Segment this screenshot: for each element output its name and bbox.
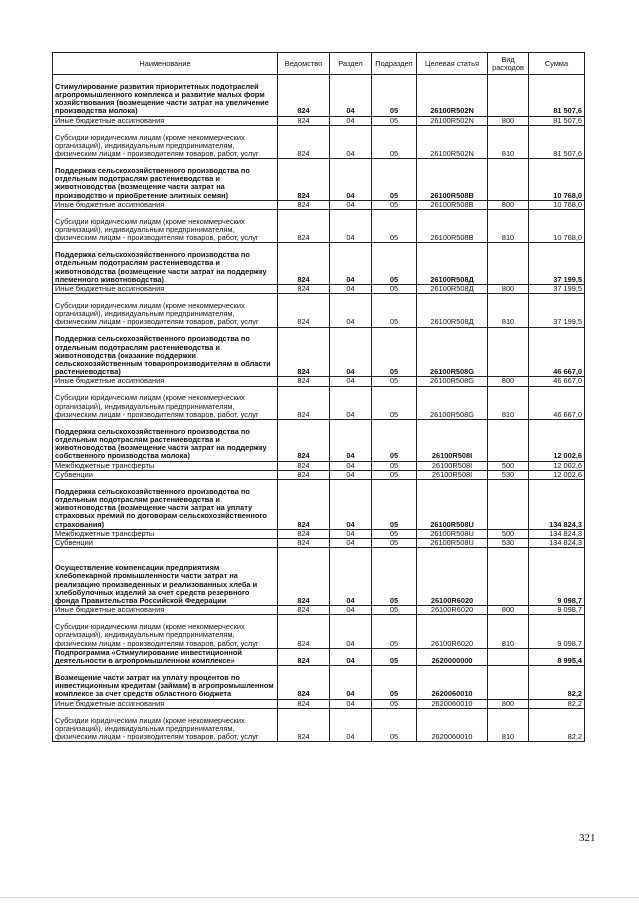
row-dept: 824	[278, 159, 330, 201]
table-row	[53, 125, 585, 158]
row-sum: 134 824,3	[529, 529, 585, 538]
row-name: Субсидии юридическим лицам (кроме некоммерческих организаций), индивидуальным предпринимателям, физическим лицам - производителям товаров, работ, услуг	[53, 209, 278, 242]
table-header-row	[53, 53, 585, 75]
row-name: Стимулирование развития приоритетных подотраслей агропромышленного комплекса и развитие малых форм хозяйствования (возмещение части затрат на увеличение производства молока)	[53, 75, 278, 117]
row-dept: 824	[278, 327, 330, 377]
row-sum: 82,2	[529, 708, 585, 741]
row-subsection: 05	[372, 327, 417, 377]
table-row	[53, 284, 585, 293]
row-name: Субвенции	[53, 470, 278, 479]
row-subsection: 05	[372, 529, 417, 538]
table-row	[53, 708, 585, 741]
scan-edge-line	[0, 897, 639, 898]
row-name: Субвенции	[53, 538, 278, 547]
row-sum: 82,2	[529, 699, 585, 708]
row-subsection: 05	[372, 294, 417, 327]
header-exptype: Вид расходов	[488, 53, 529, 75]
row-exptype: 800	[488, 200, 529, 209]
row-target: 26100R508U	[417, 529, 488, 538]
row-target: 26100R508B	[417, 200, 488, 209]
row-sum: 37 199,5	[529, 243, 585, 285]
row-target: 26100R6020	[417, 548, 488, 606]
row-subsection: 05	[372, 699, 417, 708]
row-subsection: 05	[372, 538, 417, 547]
row-name: Межбюджетные трансферты	[53, 529, 278, 538]
row-name: Иные бюджетные ассигнования	[53, 200, 278, 209]
row-section: 04	[330, 243, 372, 285]
row-name: Поддержка сельскохозяйственного производства по отдельным подотраслям растениеводства и животноводства (оказание поддержки сельскохозяйственным товаропроизводителям в области растениеводства)	[53, 327, 278, 377]
row-dept: 824	[278, 470, 330, 479]
row-exptype: 800	[488, 699, 529, 708]
row-sum: 46 667,0	[529, 386, 585, 419]
row-exptype: 810	[488, 294, 529, 327]
row-dept: 824	[278, 419, 330, 461]
row-exptype: 800	[488, 377, 529, 386]
row-name: Подпрограмма «Стимулирование инвестиционной деятельности в агропромышленном комплексе»	[53, 648, 278, 665]
row-section: 04	[330, 327, 372, 377]
table-row	[53, 479, 585, 529]
row-subsection: 05	[372, 200, 417, 209]
row-section: 04	[330, 615, 372, 648]
table-body	[53, 75, 585, 742]
row-sum: 8 995,4	[529, 648, 585, 665]
row-target: 2620060010	[417, 666, 488, 699]
row-sum: 37 199,5	[529, 284, 585, 293]
row-exptype: 810	[488, 615, 529, 648]
row-sum: 10 768,0	[529, 200, 585, 209]
row-exptype: 810	[488, 125, 529, 158]
row-name: Возмещение части затрат на уплату процентов по инвестиционным кредитам (займам) в агропромышленном комплексе за счет средств областного бюджета	[53, 666, 278, 699]
row-dept: 824	[278, 699, 330, 708]
row-subsection: 05	[372, 209, 417, 242]
row-name: Поддержка сельскохозяйственного производства по отдельным подотраслям растениеводства и животноводства (возмещение части затрат на поддержку собственного производства молока)	[53, 419, 278, 461]
row-exptype: 530	[488, 538, 529, 547]
row-subsection: 05	[372, 125, 417, 158]
row-name: Поддержка сельскохозяйственного производства по отдельным подотраслям растениеводства и животноводства (возмещение части затрат на производство и приобретение элитных семян)	[53, 159, 278, 201]
row-target: 26100R508Д	[417, 243, 488, 285]
table-row	[53, 243, 585, 285]
row-exptype: 800	[488, 606, 529, 615]
row-name: Субсидии юридическим лицам (кроме некоммерческих организаций), индивидуальным предпринимателям, физическим лицам - производителям товаров, работ, услуг	[53, 125, 278, 158]
row-subsection: 05	[372, 615, 417, 648]
table-row	[53, 386, 585, 419]
row-subsection: 05	[372, 377, 417, 386]
row-target: 26100R508U	[417, 538, 488, 547]
table-row	[53, 419, 585, 461]
row-section: 04	[330, 116, 372, 125]
row-name: Поддержка сельскохозяйственного производства по отдельным подотраслям растениеводства и животноводства (возмещение части затрат на поддержку племенного животноводства)	[53, 243, 278, 285]
page-number: 321	[579, 832, 596, 844]
row-subsection: 05	[372, 116, 417, 125]
row-sum: 81 507,6	[529, 125, 585, 158]
row-sum: 82,2	[529, 666, 585, 699]
row-sum: 9 098,7	[529, 548, 585, 606]
row-target: 26100R6020	[417, 606, 488, 615]
row-section: 04	[330, 461, 372, 470]
row-target: 26100R508I	[417, 419, 488, 461]
row-target: 26100R508B	[417, 209, 488, 242]
row-target: 26100R508G	[417, 377, 488, 386]
table-row	[53, 615, 585, 648]
table-row	[53, 529, 585, 538]
row-exptype	[488, 327, 529, 377]
row-sum: 12 002,6	[529, 461, 585, 470]
header-dept: Ведомство	[278, 53, 330, 75]
row-exptype: 810	[488, 708, 529, 741]
row-dept: 824	[278, 284, 330, 293]
row-exptype	[488, 159, 529, 201]
header-sum: Сумма	[529, 53, 585, 75]
row-target: 2620060010	[417, 699, 488, 708]
header-section: Раздел	[330, 53, 372, 75]
header-subsection: Подраздел	[372, 53, 417, 75]
row-section: 04	[330, 200, 372, 209]
row-section: 04	[330, 377, 372, 386]
row-section: 04	[330, 648, 372, 665]
row-dept: 824	[278, 479, 330, 529]
row-sum: 81 507,6	[529, 116, 585, 125]
row-exptype: 800	[488, 284, 529, 293]
row-exptype	[488, 548, 529, 606]
row-subsection: 05	[372, 284, 417, 293]
table-row	[53, 200, 585, 209]
row-section: 04	[330, 386, 372, 419]
row-subsection: 05	[372, 708, 417, 741]
table-row	[53, 461, 585, 470]
row-sum: 10 768,0	[529, 209, 585, 242]
row-exptype: 810	[488, 209, 529, 242]
row-dept: 824	[278, 294, 330, 327]
table-row	[53, 548, 585, 606]
table-row	[53, 159, 585, 201]
row-exptype	[488, 648, 529, 665]
row-subsection: 05	[372, 548, 417, 606]
row-dept: 824	[278, 708, 330, 741]
table-row	[53, 377, 585, 386]
row-section: 04	[330, 419, 372, 461]
row-subsection: 05	[372, 159, 417, 201]
header-target: Целевая статья	[417, 53, 488, 75]
budget-table	[52, 52, 585, 742]
row-dept: 824	[278, 116, 330, 125]
row-name: Поддержка сельскохозяйственного производства по отдельным подотраслям растениеводства и животноводства (возмещение части затрат на уплату страховых премий по договорам сельскохозяйственного страхования)	[53, 479, 278, 529]
row-name: Субсидии юридическим лицам (кроме некоммерческих организаций), индивидуальным предпринимателям, физическим лицам - производителям товаров, работ, услуг	[53, 708, 278, 741]
row-exptype: 530	[488, 470, 529, 479]
row-name: Осуществление компенсации предприятиям хлебопекарной промышленности части затрат на реализацию произведенных и реализованных хлеба и хлебобулочных изделий за счет средств резервного фонда Правительства Российской Федерации	[53, 548, 278, 606]
row-subsection: 05	[372, 386, 417, 419]
row-sum: 81 507,6	[529, 75, 585, 117]
row-section: 04	[330, 125, 372, 158]
row-dept: 824	[278, 209, 330, 242]
row-sum: 134 824,3	[529, 479, 585, 529]
row-dept: 824	[278, 461, 330, 470]
row-section: 04	[330, 75, 372, 117]
table-row	[53, 75, 585, 117]
row-subsection: 05	[372, 479, 417, 529]
row-sum: 134 824,3	[529, 538, 585, 547]
table-row	[53, 699, 585, 708]
row-subsection: 05	[372, 419, 417, 461]
table-row	[53, 294, 585, 327]
row-exptype	[488, 243, 529, 285]
row-sum: 46 667,0	[529, 327, 585, 377]
row-dept: 824	[278, 648, 330, 665]
row-dept: 824	[278, 615, 330, 648]
row-dept: 824	[278, 243, 330, 285]
row-target: 26100R508Д	[417, 284, 488, 293]
row-subsection: 05	[372, 75, 417, 117]
row-section: 04	[330, 666, 372, 699]
row-exptype	[488, 75, 529, 117]
row-section: 04	[330, 470, 372, 479]
row-target: 26100R508I	[417, 470, 488, 479]
row-target: 26100R508I	[417, 461, 488, 470]
table-row	[53, 209, 585, 242]
table-row	[53, 116, 585, 125]
table-row	[53, 606, 585, 615]
row-dept: 824	[278, 606, 330, 615]
row-exptype: 500	[488, 529, 529, 538]
row-subsection: 05	[372, 461, 417, 470]
row-exptype: 800	[488, 116, 529, 125]
row-section: 04	[330, 538, 372, 547]
table-row	[53, 470, 585, 479]
row-section: 04	[330, 209, 372, 242]
table-row	[53, 327, 585, 377]
row-name: Субсидии юридическим лицам (кроме некоммерческих организаций), индивидуальным предпринимателям, физическим лицам - производителям товаров, работ, услуг	[53, 294, 278, 327]
row-target: 2620060010	[417, 708, 488, 741]
row-sum: 10 768,0	[529, 159, 585, 201]
row-subsection: 05	[372, 666, 417, 699]
row-exptype: 500	[488, 461, 529, 470]
row-name: Межбюджетные трансферты	[53, 461, 278, 470]
row-section: 04	[330, 529, 372, 538]
table-row	[53, 648, 585, 665]
row-dept: 824	[278, 538, 330, 547]
row-name: Субсидии юридическим лицам (кроме некоммерческих организаций), индивидуальным предпринимателям, физическим лицам - производителям товаров, работ, услуг	[53, 615, 278, 648]
row-name: Иные бюджетные ассигнования	[53, 284, 278, 293]
row-dept: 824	[278, 666, 330, 699]
row-sum: 12 002,6	[529, 419, 585, 461]
row-section: 04	[330, 479, 372, 529]
row-exptype: 810	[488, 386, 529, 419]
row-section: 04	[330, 548, 372, 606]
row-dept: 824	[278, 377, 330, 386]
row-section: 04	[330, 294, 372, 327]
row-subsection: 05	[372, 243, 417, 285]
row-name: Иные бюджетные ассигнования	[53, 699, 278, 708]
row-dept: 824	[278, 529, 330, 538]
row-target: 26100R6020	[417, 615, 488, 648]
row-target: 26100R508U	[417, 479, 488, 529]
row-target: 26100R508G	[417, 386, 488, 419]
row-section: 04	[330, 708, 372, 741]
row-dept: 824	[278, 125, 330, 158]
row-exptype	[488, 666, 529, 699]
row-target: 26100R502N	[417, 116, 488, 125]
row-dept: 824	[278, 200, 330, 209]
row-dept: 824	[278, 75, 330, 117]
row-section: 04	[330, 606, 372, 615]
row-target: 26100R508B	[417, 159, 488, 201]
table-row	[53, 538, 585, 547]
row-sum: 9 098,7	[529, 615, 585, 648]
row-target: 2620000000	[417, 648, 488, 665]
row-sum: 46 667,0	[529, 377, 585, 386]
row-name: Субсидии юридическим лицам (кроме некоммерческих организаций), индивидуальным предпринимателям, физическим лицам - производителям товаров, работ, услуг	[53, 386, 278, 419]
row-sum: 9 098,7	[529, 606, 585, 615]
row-target: 26100R502N	[417, 75, 488, 117]
table-row	[53, 666, 585, 699]
row-target: 26100R508Д	[417, 294, 488, 327]
row-subsection: 05	[372, 470, 417, 479]
row-sum: 37 199,5	[529, 294, 585, 327]
row-name: Иные бюджетные ассигнования	[53, 377, 278, 386]
row-subsection: 05	[372, 606, 417, 615]
row-sum: 12 002,6	[529, 470, 585, 479]
row-dept: 824	[278, 386, 330, 419]
row-exptype	[488, 419, 529, 461]
row-section: 04	[330, 159, 372, 201]
row-section: 04	[330, 699, 372, 708]
header-name: Наименование	[53, 53, 278, 75]
row-section: 04	[330, 284, 372, 293]
row-subsection: 05	[372, 648, 417, 665]
row-name: Иные бюджетные ассигнования	[53, 116, 278, 125]
row-target: 26100R508G	[417, 327, 488, 377]
row-exptype	[488, 479, 529, 529]
row-dept: 824	[278, 548, 330, 606]
row-name: Иные бюджетные ассигнования	[53, 606, 278, 615]
row-target: 26100R502N	[417, 125, 488, 158]
